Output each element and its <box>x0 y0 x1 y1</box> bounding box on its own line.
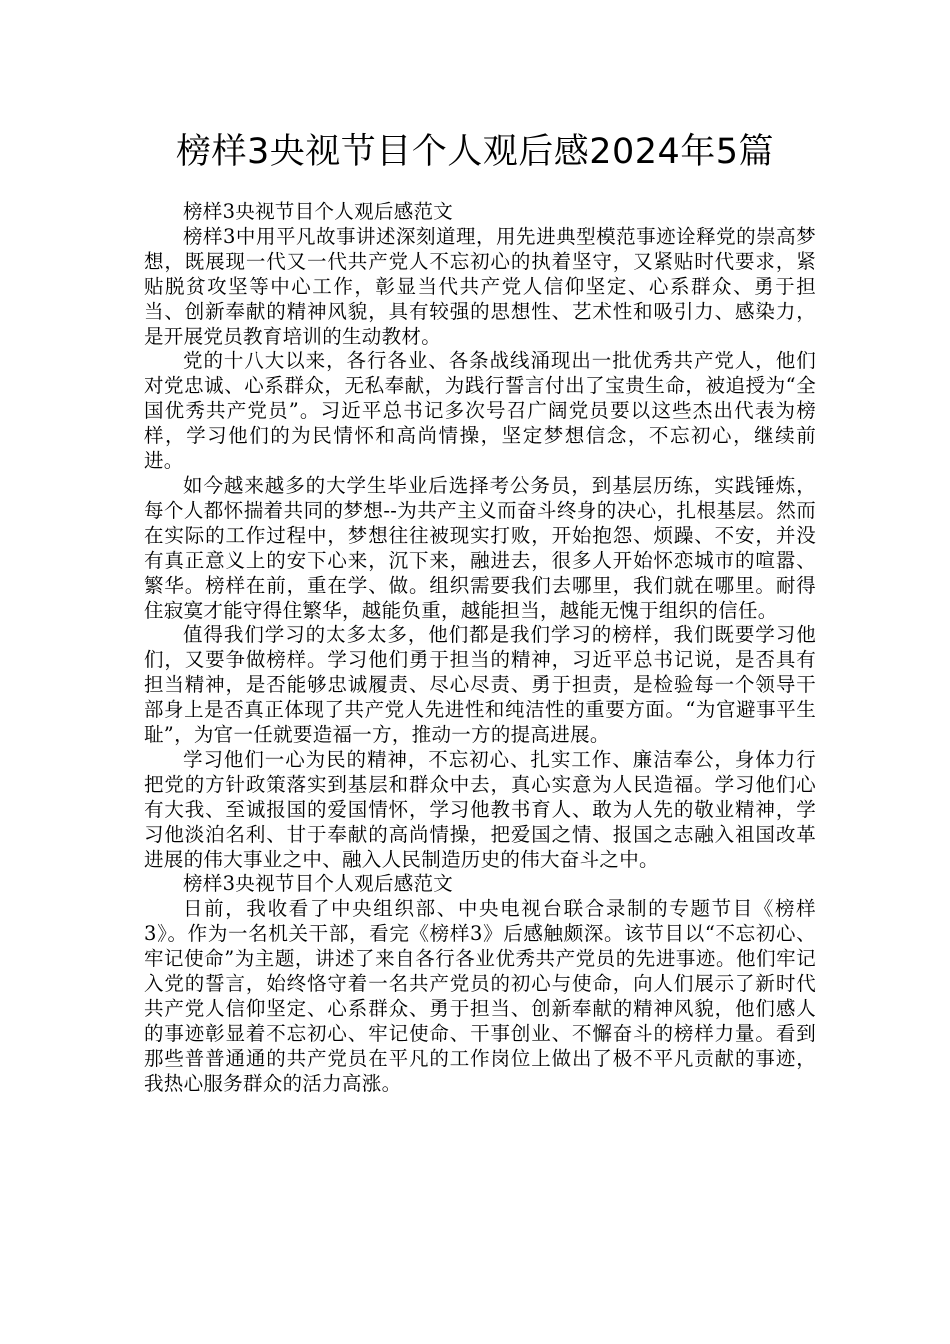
paragraph: 榜样3中用平凡故事讲述深刻道理，用先进典型模范事迹诠释党的崇高梦想，既展现一代又一代共产党人不忘初心的执着坚守，又紧贴时代要求，紧贴脱贫攻坚等中心工作，彰显当代共产党人信仰坚定、心系群众、勇于担当、创新奉献的精神风貌，具有较强的思想性、艺术性和吸引力、感染力，是开展党员教育培训的生动教材。 <box>144 224 816 348</box>
paragraph: 日前，我收看了中央组织部、中央电视台联合录制的专题节目《榜样3》。作为一名机关干部，看完《榜样3》后感触颇深。该节目以“不忘初心、牢记使命”为主题，讲述了来自各行各业优秀共产党员的先进事迹。他们牢记入党的誓言，始终恪守着一名共产党员的初心与使命，向人们展示了新时代共产党人信仰坚定、心系群众、勇于担当、创新奉献的精神风貌，他们感人的事迹彰显着不忘初心、牢记使命、干事创业、不懈奋斗的榜样力量。看到那些普普通通的共产党员在平凡的工作岗位上做出了极不平凡贡献的事迹，我热心服务群众的活力高涨。 <box>144 897 816 1095</box>
paragraph: 如今越来越多的大学生毕业后选择考公务员，到基层历练，实践锤炼，每个人都怀揣着共同的梦想--为共产主义而奋斗终身的决心，扎根基层。然而在实际的工作过程中，梦想往往被现实打败，开始抱怨、烦躁、不安，并没有真正意义上的安下心来，沉下来，融进去，很多人开始怀恋城市的喧嚣、繁华。榜样在前，重在学、做。组织需要我们去哪里，我们就在哪里。耐得住寂寞才能守得住繁华，越能负重，越能担当，越能无愧于组织的信任。 <box>144 473 816 622</box>
section-heading-1: 榜样3央视节目个人观后感范文 <box>183 200 454 223</box>
document-title: 榜样3央视节目个人观后感2024年5篇 <box>175 132 775 172</box>
paragraph: 学习他们一心为民的精神，不忘初心、扎实工作、廉洁奉公，身体力行把党的方针政策落实到基层和群众中去，真心实意为人民造福。学习他们心有大我、至诚报国的爱国情怀，学习他教书育人、敢为人先的敬业精神，学习他淡泊名利、甘于奉献的高尚情操，把爱国之情、报国之志融入祖国改革进展的伟大事业之中、融入人民制造历史的伟大奋斗之中。 <box>144 747 816 871</box>
paragraph: 值得我们学习的太多太多，他们都是我们学习的榜样，我们既要学习他们，又要争做榜样。学习他们勇于担当的精神，习近平总书记说，是否具有担当精神，是否能够忠诚履责、尽心尽责、勇于担责，是检验每一个领导干部身上是否真正体现了共产党人先进性和纯洁性的重要方面。“为官避事平生耻”，为官一任就要造福一方，推动一方的提高进展。 <box>144 623 816 747</box>
paragraph: 党的十八大以来，各行各业、各条战线涌现出一批优秀共产党人，他们对党忠诚、心系群众，无私奉献，为践行誓言付出了宝贵生命，被追授为“全国优秀共产党员”。习近平总书记多次号召广阔党员要以这些杰出代表为榜样，学习他们的为民情怀和高尚情操，坚定梦想信念，不忘初心，继续前进。 <box>144 349 816 473</box>
document-body <box>144 200 816 1097</box>
section-heading-2: 榜样3央视节目个人观后感范文 <box>183 872 454 896</box>
